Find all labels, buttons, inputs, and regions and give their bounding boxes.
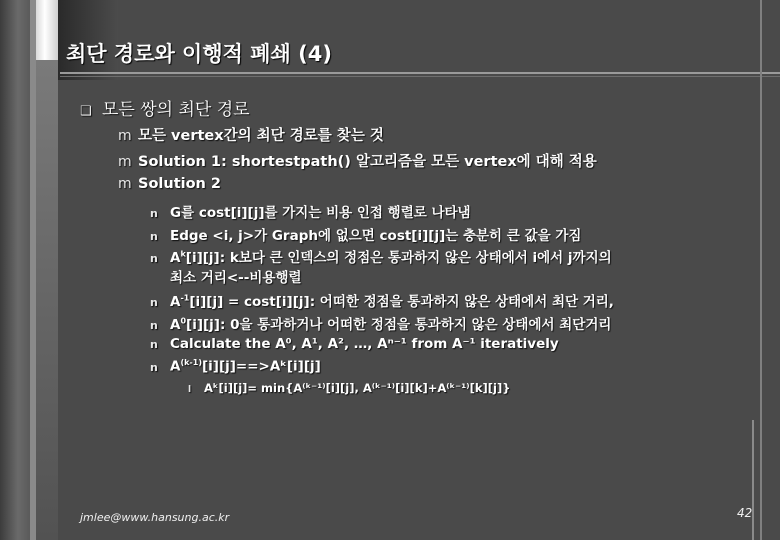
decor-line (760, 0, 762, 540)
bullet-l3 (150, 201, 471, 221)
square-bullet-icon: n (150, 252, 158, 265)
bullet-l3: n $A^{-1}[i][j] = \cos t[i][j]$: 어떠한 정점을 통과하지 않은 상태에서 최단 거리, (150, 293, 614, 310)
bullet-l2 (118, 150, 597, 171)
bullet-text: [i][j]: k보다 큰 인덱스의 정점은 통과하지 않은 상태에서 i에서 j까지의 (185, 250, 612, 266)
bullet-l3-continued (170, 266, 302, 286)
bullet-text: Aᵏ[i][j]= min{A⁽ᵏ⁻¹⁾[i][j], A⁽ᵏ⁻¹⁾[i][k]+A⁽ᵏ⁻¹⁾[k][j]} (204, 381, 511, 395)
bullet-text: Solution 2 (138, 176, 222, 192)
square-bullet-icon: n (150, 360, 158, 374)
bullet-text: Solution 1: shortestpath() 알고리즘을 모든 vertex에 대해 적용 (138, 154, 597, 170)
bullet-icon: m (118, 154, 132, 170)
page-number: 42 (737, 506, 753, 520)
slide-title: 최단 경로와 이행적 폐쇄 (4) (66, 42, 332, 66)
bullet-icon: m (118, 128, 132, 144)
bullet-text: G를 cost[i][j]를 가지는 비용 인접 행렬로 나타냄 (170, 205, 471, 221)
decor-band (0, 0, 30, 540)
bullet-text: [i][j]: 0을 통과하거나 어떠한 정점을 통과하지 않은 상태에서 최단거리 (186, 317, 612, 333)
bullet-l3: n $A^{(k-1)}[i][j]==>Aᵏ[i][j]$ (150, 358, 321, 375)
bullet-text: Edge <i, j>가 Graph에 없으면 cost[i][j]는 충분히 큰 값을 가짐 (170, 228, 582, 244)
bullet-l2 (118, 124, 384, 145)
bullet-text: [i][j] = cost[i][j]: 어떠한 정점을 통과하지 않은 상태에서 최단 거리, (189, 294, 614, 310)
bullet-text: Calculate the A⁰, A¹, A², …, Aⁿ⁻¹ from A⁻¹ iteratively (170, 336, 559, 352)
footer-email: jmlee@www.hansung.ac.kr (80, 511, 230, 524)
bullet-l3: n $A^0[i][j]$: 0을 통과하거나 어떠한 정점을 통과하지 않은 상태에서 최단거리 (150, 316, 612, 333)
bullet-l3 (150, 224, 581, 244)
bullet-l4 (188, 381, 510, 395)
square-bullet-icon: n (150, 296, 158, 309)
square-bullet-icon: n (150, 319, 158, 332)
decor-band (36, 0, 58, 60)
title-underline (60, 76, 780, 77)
square-bullet-icon: n (150, 207, 158, 220)
square-bullet-icon: n (150, 230, 158, 243)
bullet-icon: m (118, 176, 132, 192)
bullet-l3: n $A^k[i][j]$: k보다 큰 인덱스의 정점은 통과하지 않은 상태에서 i에서 j까지의 (150, 249, 612, 266)
decor-line (752, 420, 754, 540)
decor-band (36, 60, 58, 540)
dot-bullet-icon: l (188, 385, 192, 395)
square-bullet-icon: n (150, 338, 158, 351)
checkbox-bullet-icon: ❑ (80, 104, 92, 119)
bullet-text: 최소 거리<--비용행렬 (170, 270, 302, 286)
bullet-l1 (80, 95, 250, 120)
bullet-text: 모든 쌍의 최단 경로 (102, 100, 250, 120)
bullet-text: 모든 vertex간의 최단 경로를 찾는 것 (138, 128, 384, 144)
bullet-l2 (118, 176, 221, 192)
bullet-l3 (150, 336, 559, 352)
bullet-text: [i][j]==>Aᵏ[i][j] (201, 358, 321, 375)
title-underline (60, 72, 780, 74)
